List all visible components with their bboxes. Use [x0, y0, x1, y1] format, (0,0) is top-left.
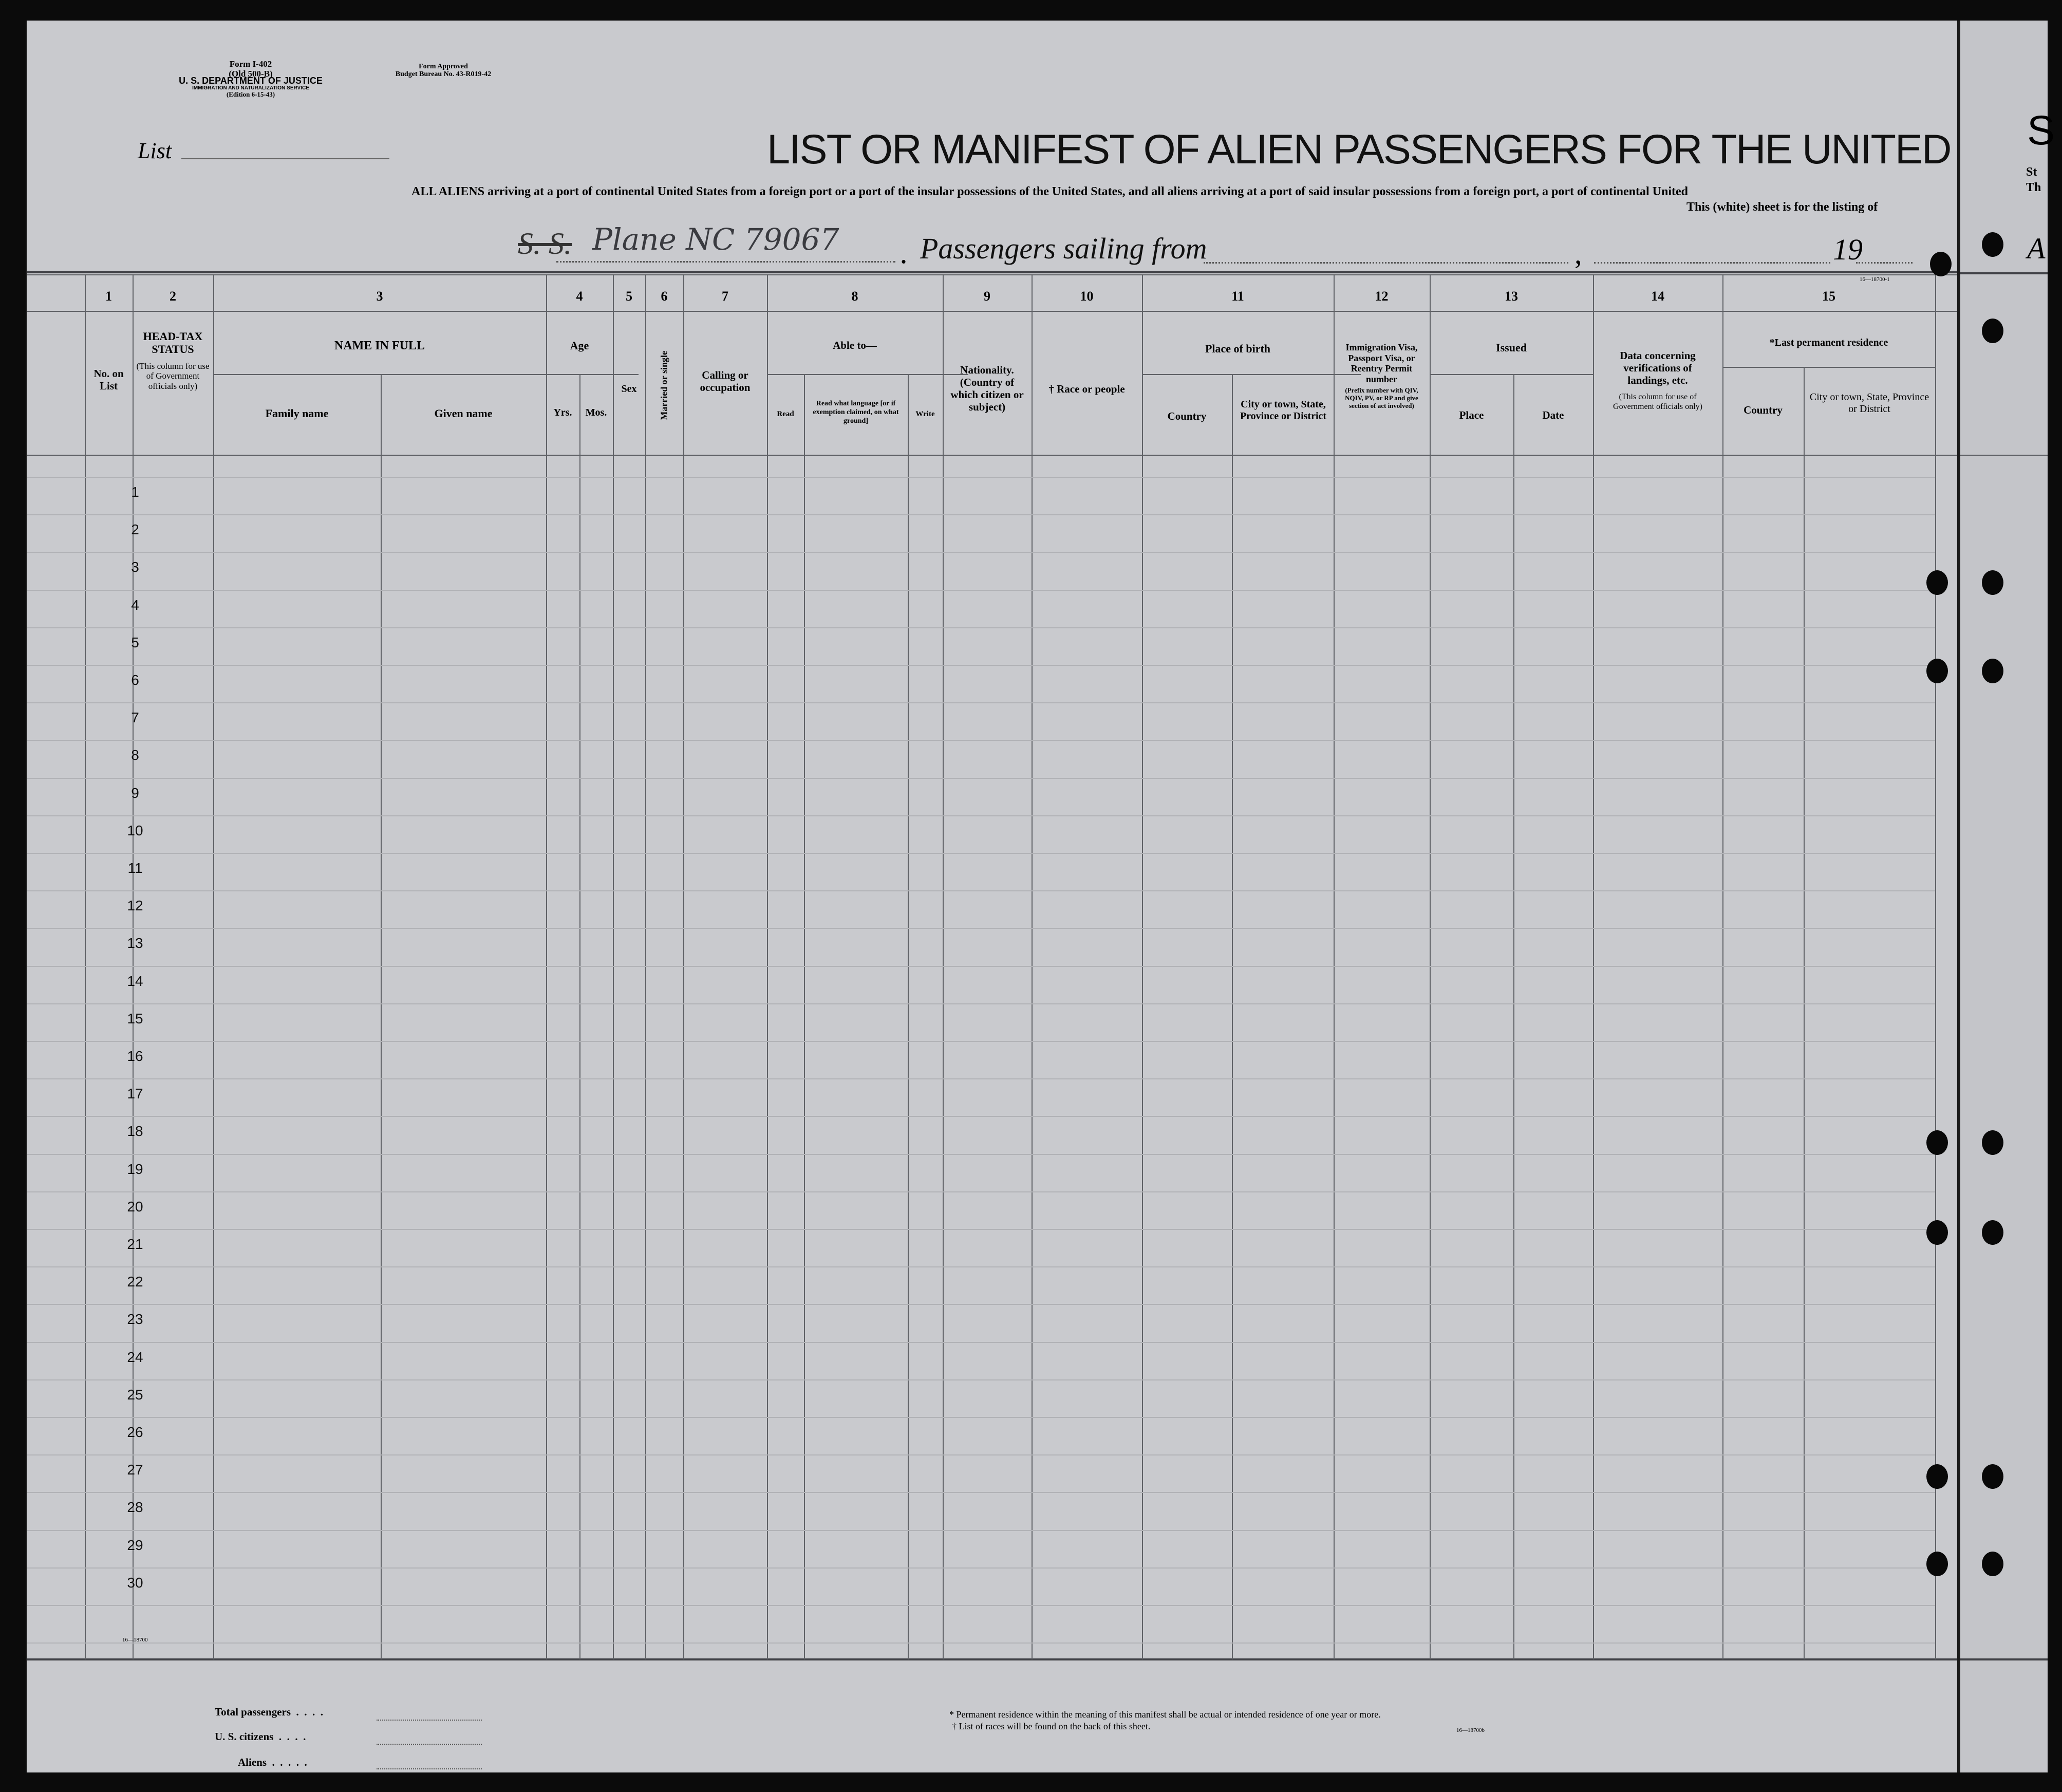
header-age: Age: [570, 339, 589, 352]
subtitle-line-2: This (white) sheet is for the listing of: [1686, 200, 1878, 214]
row-rule: [27, 815, 1935, 816]
binder-hole: [1926, 1552, 1948, 1576]
vessel-prefix: S. S.: [518, 227, 572, 260]
colnum-4: 4: [576, 289, 583, 304]
row-number: 27: [127, 1462, 143, 1478]
aliens-field[interactable]: [377, 1768, 482, 1769]
header-issued-date: Date: [1542, 409, 1564, 421]
header-name-in-full: NAME IN FULL: [334, 339, 425, 352]
header-age-mos: Mos.: [585, 407, 607, 418]
col-line-8b: [804, 374, 805, 1659]
binder-hole: [1982, 319, 2003, 343]
row-number: 17: [127, 1086, 143, 1102]
us-citizens-label: U. S. citizens . . . .: [215, 1730, 306, 1743]
row-rule: [27, 1530, 1935, 1531]
col-line-6: [645, 274, 646, 1659]
next-sheet-rule: [1960, 455, 2048, 456]
colnum-5: 5: [626, 289, 632, 304]
col-line-9: [943, 274, 944, 1659]
row-number: 11: [127, 860, 143, 876]
header-head-tax-note: (This column for use of Government officials only): [136, 361, 210, 391]
row-number: 10: [127, 822, 143, 838]
binder-hole: [1926, 1464, 1948, 1489]
row-number: 29: [127, 1537, 143, 1553]
bottom-code: 16—18700: [122, 1637, 148, 1643]
col-line-16: [1935, 274, 1936, 1659]
row-rule: [27, 1642, 1935, 1644]
row-number: 28: [127, 1499, 143, 1516]
header-verifications-note: (This column for use of Government officials only): [1613, 393, 1702, 411]
row-rule: [27, 1379, 1935, 1380]
row-rule: [27, 1003, 1935, 1004]
row-number: 4: [131, 596, 139, 613]
approval-line-1: Form Approved: [419, 63, 468, 70]
row-rule: [27, 1454, 1935, 1455]
row-number: 12: [127, 898, 143, 914]
row-rule: [27, 702, 1935, 703]
colnum-1: 1: [105, 289, 112, 304]
next-sheet-line-1: St: [2026, 165, 2037, 179]
header-place-of-birth: Place of birth: [1205, 342, 1271, 355]
header-verifications-title: Data concerning verifications of landings, etc.: [1620, 349, 1696, 387]
header-age-yrs: Yrs.: [553, 407, 572, 418]
colnum-2: 2: [170, 289, 176, 304]
col-line-15b: [1804, 367, 1805, 1659]
row-number: 16: [127, 1048, 143, 1064]
department-block: [133, 76, 369, 98]
row-number: 25: [127, 1386, 143, 1403]
row-rule: [27, 590, 1935, 591]
issued-subheader-line: [1430, 374, 1593, 375]
col-line-10: [1032, 274, 1033, 1659]
row-number: 18: [127, 1123, 143, 1140]
header-residence-city: City or town, State, Province or District: [1809, 391, 1929, 415]
col-line-11b: [1232, 374, 1233, 1659]
colnum-14: 14: [1651, 289, 1664, 304]
header-birth-city: City or town, State, Province or District: [1240, 399, 1327, 422]
col-line-3: [213, 274, 214, 1659]
colnum-15: 15: [1822, 289, 1835, 304]
row-number: 30: [127, 1574, 143, 1591]
row-rule: [27, 778, 1935, 779]
header-read-language: Read what language [or if exemption claimed, on what ground]: [813, 400, 899, 425]
col-line-1: [85, 274, 86, 1659]
colnum-8: 8: [851, 289, 858, 304]
header-issued-place: Place: [1459, 409, 1484, 421]
vessel-name-handwritten: Plane NC 79067: [592, 222, 839, 257]
col-line-12: [1334, 274, 1335, 1659]
header-nationality: Nationality. (Country of which citizen or subject): [950, 364, 1024, 414]
us-citizens-field[interactable]: [377, 1744, 482, 1745]
sailing-from-field: [1204, 262, 1568, 264]
row-number: 23: [127, 1311, 143, 1328]
header-verifications: [1603, 349, 1712, 412]
aliens-label: Aliens . . . . .: [238, 1756, 307, 1768]
header-calling: Calling or occupation: [700, 369, 751, 394]
manifest-sheet: [26, 21, 1959, 1772]
small-code-top: 16—18700-1: [1860, 276, 1890, 283]
footnote-permanent: * Permanent residence within the meaning of this manifest shall be actual or intended residence of one year or more.: [949, 1709, 1381, 1720]
row-number: 26: [127, 1424, 143, 1440]
col-line-2: [133, 274, 134, 1659]
header-read: Read: [777, 410, 794, 418]
header-residence-country: Country: [1744, 404, 1783, 416]
row-number: 5: [131, 634, 139, 650]
table-top-border-inner: [27, 274, 1959, 275]
row-number: 1: [131, 484, 139, 500]
header-head-tax-title: HEAD-TAX STATUS: [143, 330, 203, 356]
row-rule: [27, 1605, 1935, 1606]
approval-line-2: Budget Bureau No. 43-R019-42: [395, 70, 492, 79]
column-number-divider: [27, 311, 1959, 312]
colnum-13: 13: [1505, 289, 1518, 304]
col-line-13b: [1513, 374, 1514, 1659]
row-rule: [27, 928, 1935, 929]
row-number: 13: [127, 935, 143, 951]
list-number-line: [181, 158, 389, 159]
footnote-races: † List of races will be found on the back of this sheet.: [952, 1721, 1151, 1731]
table-bottom-border: [27, 1658, 1959, 1660]
colnum-3: 3: [376, 289, 383, 304]
col-line-11: [1142, 274, 1143, 1659]
row-rule: [27, 514, 1935, 515]
able-subheader-line: [768, 374, 968, 375]
row-number: 14: [127, 973, 143, 989]
us-citizens-text: U. S. citizens: [215, 1730, 274, 1743]
header-last-residence: *Last permanent residence: [1769, 337, 1888, 348]
row-rule: [27, 627, 1935, 628]
binder-hole: [1982, 570, 2003, 595]
row-rule: [27, 890, 1935, 891]
row-rule: [27, 477, 1935, 478]
header-visa: [1336, 342, 1428, 410]
age-subheader-line: [572, 374, 639, 375]
row-rule: [27, 1492, 1935, 1493]
row-rule: [27, 1567, 1935, 1569]
colnum-9: 9: [984, 289, 990, 304]
residence-subheader-line: [1722, 367, 1935, 368]
row-number: 19: [127, 1161, 143, 1177]
header-family-name: Family name: [265, 407, 329, 420]
total-passengers-field[interactable]: [377, 1720, 482, 1721]
colnum-7: 7: [722, 289, 728, 304]
year-prefix: 19: [1833, 233, 1863, 266]
col-line-15: [1722, 274, 1723, 1659]
next-sheet-rule: [1960, 272, 2048, 274]
col-line-13: [1430, 274, 1431, 1659]
row-rule: [27, 740, 1935, 741]
total-passengers-label: Total passengers . . . .: [215, 1706, 323, 1718]
binder-hole: [1982, 659, 2003, 683]
header-married-or-single: Married or single: [659, 351, 669, 420]
binder-hole: [1926, 1220, 1948, 1245]
row-rule: [27, 1191, 1935, 1192]
next-sheet-edge: [1957, 21, 2055, 1772]
colnum-11: 11: [1231, 289, 1244, 304]
binder-hole: [1926, 1130, 1948, 1155]
aliens-text: Aliens: [238, 1756, 267, 1768]
row-number: 21: [127, 1236, 143, 1252]
row-number: 15: [127, 1010, 143, 1026]
next-sheet-letter: A: [2027, 232, 2046, 265]
row-number: 22: [127, 1274, 143, 1290]
col-line-4: [546, 274, 547, 1659]
row-rule: [27, 1266, 1935, 1267]
header-head-tax: [136, 330, 210, 391]
col-line-3b: [381, 374, 382, 1659]
row-number: 9: [131, 785, 139, 801]
binder-hole: [1926, 659, 1948, 683]
birth-subheader-line: [1142, 374, 1361, 375]
header-write: Write: [915, 410, 935, 418]
header-issued: Issued: [1496, 341, 1527, 354]
col-line-8c: [908, 374, 909, 1659]
binder-hole: [1982, 1464, 2003, 1489]
subtitle-line-1: ALL ALIENS arriving at a port of continental United States from a foreign port or a port of the insular possessions of the United States, and all aliens arriving at a port of said insular possessions from a foreign port, a port of continental United: [411, 185, 1688, 198]
header-bottom-border: [27, 455, 1959, 456]
row-rule: [27, 966, 1935, 967]
department-name: U. S. DEPARTMENT OF JUSTICE: [179, 76, 323, 86]
header-no-on-list: No. on List: [93, 367, 124, 393]
sailing-from-label: Passengers sailing from: [920, 232, 1207, 265]
list-label: List: [138, 138, 172, 163]
header-race: † Race or people: [1048, 383, 1125, 395]
row-number: 6: [131, 672, 139, 688]
colnum-6: 6: [661, 289, 668, 304]
footnote-code: 16—18700b: [1456, 1727, 1485, 1733]
row-rule: [27, 665, 1935, 666]
row-rule: [27, 552, 1935, 553]
col-line-14: [1593, 274, 1594, 1659]
page-title: LIST OR MANIFEST OF ALIEN PASSENGERS FOR THE UNITED: [767, 126, 1951, 173]
row-number: 20: [127, 1198, 143, 1215]
approval-block: [361, 63, 526, 79]
binder-hole: [1982, 1130, 2003, 1155]
row-rule: [27, 1229, 1935, 1230]
col-line-5: [613, 274, 614, 1659]
service-name: IMMIGRATION AND NATURALIZATION SERVICE: [192, 85, 309, 91]
col-line-7: [683, 274, 684, 1659]
edition-label: (Edition 6-15-43): [226, 90, 275, 99]
binder-hole: [1982, 1220, 2003, 1245]
binder-hole: [1930, 252, 1952, 276]
row-number: 8: [131, 747, 139, 763]
row-rule: [27, 1304, 1935, 1305]
year-field: [1856, 262, 1913, 264]
header-birth-country: Country: [1167, 410, 1207, 422]
date-comma: ,: [1574, 237, 1582, 270]
row-rule: [27, 1078, 1935, 1079]
date-field: [1594, 262, 1830, 264]
binder-hole: [1982, 232, 2003, 257]
row-number: 24: [127, 1349, 143, 1365]
row-number: 3: [131, 559, 139, 575]
header-able-to: Able to—: [833, 339, 877, 351]
colnum-10: 10: [1080, 289, 1094, 304]
row-rule: [27, 1154, 1935, 1155]
row-number: 7: [131, 710, 139, 726]
header-visa-note: (Prefix number with QIV, NQIV, PV, or RP and give section of act involved): [1345, 386, 1418, 409]
row-number: 2: [131, 521, 139, 538]
form-old-id: (Old 500-B): [229, 68, 273, 79]
col-line-8: [767, 274, 768, 1659]
next-sheet-rule: [1960, 1658, 2048, 1660]
row-rule: [27, 1417, 1935, 1418]
header-sex: Sex: [621, 383, 637, 395]
row-rule: [27, 1342, 1935, 1343]
row-rule: [27, 1116, 1935, 1117]
total-passengers-text: Total passengers: [215, 1706, 291, 1718]
header-given-name: Given name: [434, 407, 493, 420]
vessel-dot: .: [901, 236, 908, 270]
form-id: Form I-402: [229, 59, 272, 69]
next-sheet-line-2: Th: [2026, 181, 2041, 194]
row-rule: [27, 853, 1935, 854]
row-rule: [27, 1041, 1935, 1042]
table-top-border: [27, 271, 1959, 273]
binder-hole: [1926, 570, 1948, 595]
header-visa-title: Immigration Visa, Passport Visa, or Reentry Permit number: [1345, 342, 1418, 385]
vessel-name-line: [556, 261, 895, 263]
name-subheader-line: [213, 374, 572, 375]
next-sheet-title-fragment: S: [2027, 107, 2055, 154]
col-line-4b: [579, 374, 580, 1659]
colnum-12: 12: [1375, 289, 1389, 304]
binder-hole: [1982, 1552, 2003, 1576]
